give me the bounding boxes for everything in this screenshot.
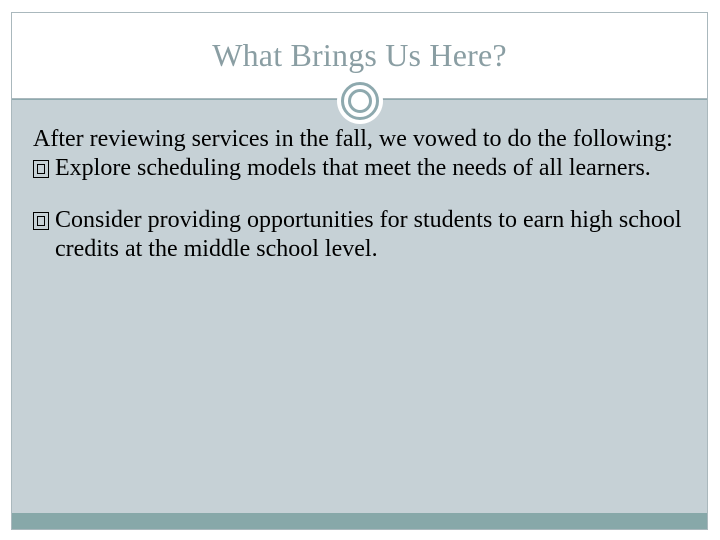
intro-text: After reviewing services in the fall, we vowed to do the following: — [33, 126, 673, 152]
bullet-text: Explore scheduling models that meet the needs of all learners. — [55, 155, 651, 181]
footer-band — [12, 513, 707, 529]
bullet-item — [33, 206, 693, 264]
slide-title: What Brings Us Here? — [212, 37, 507, 73]
slide-body — [33, 125, 693, 264]
slide-frame — [11, 12, 708, 530]
bullet-text: Consider providing opportunities for students to earn high school credits at the middle school level. — [55, 207, 682, 262]
square-bullet-icon — [33, 160, 49, 178]
bullet-item — [33, 154, 693, 183]
square-bullet-icon — [33, 212, 49, 230]
double-circle-icon — [341, 82, 379, 120]
